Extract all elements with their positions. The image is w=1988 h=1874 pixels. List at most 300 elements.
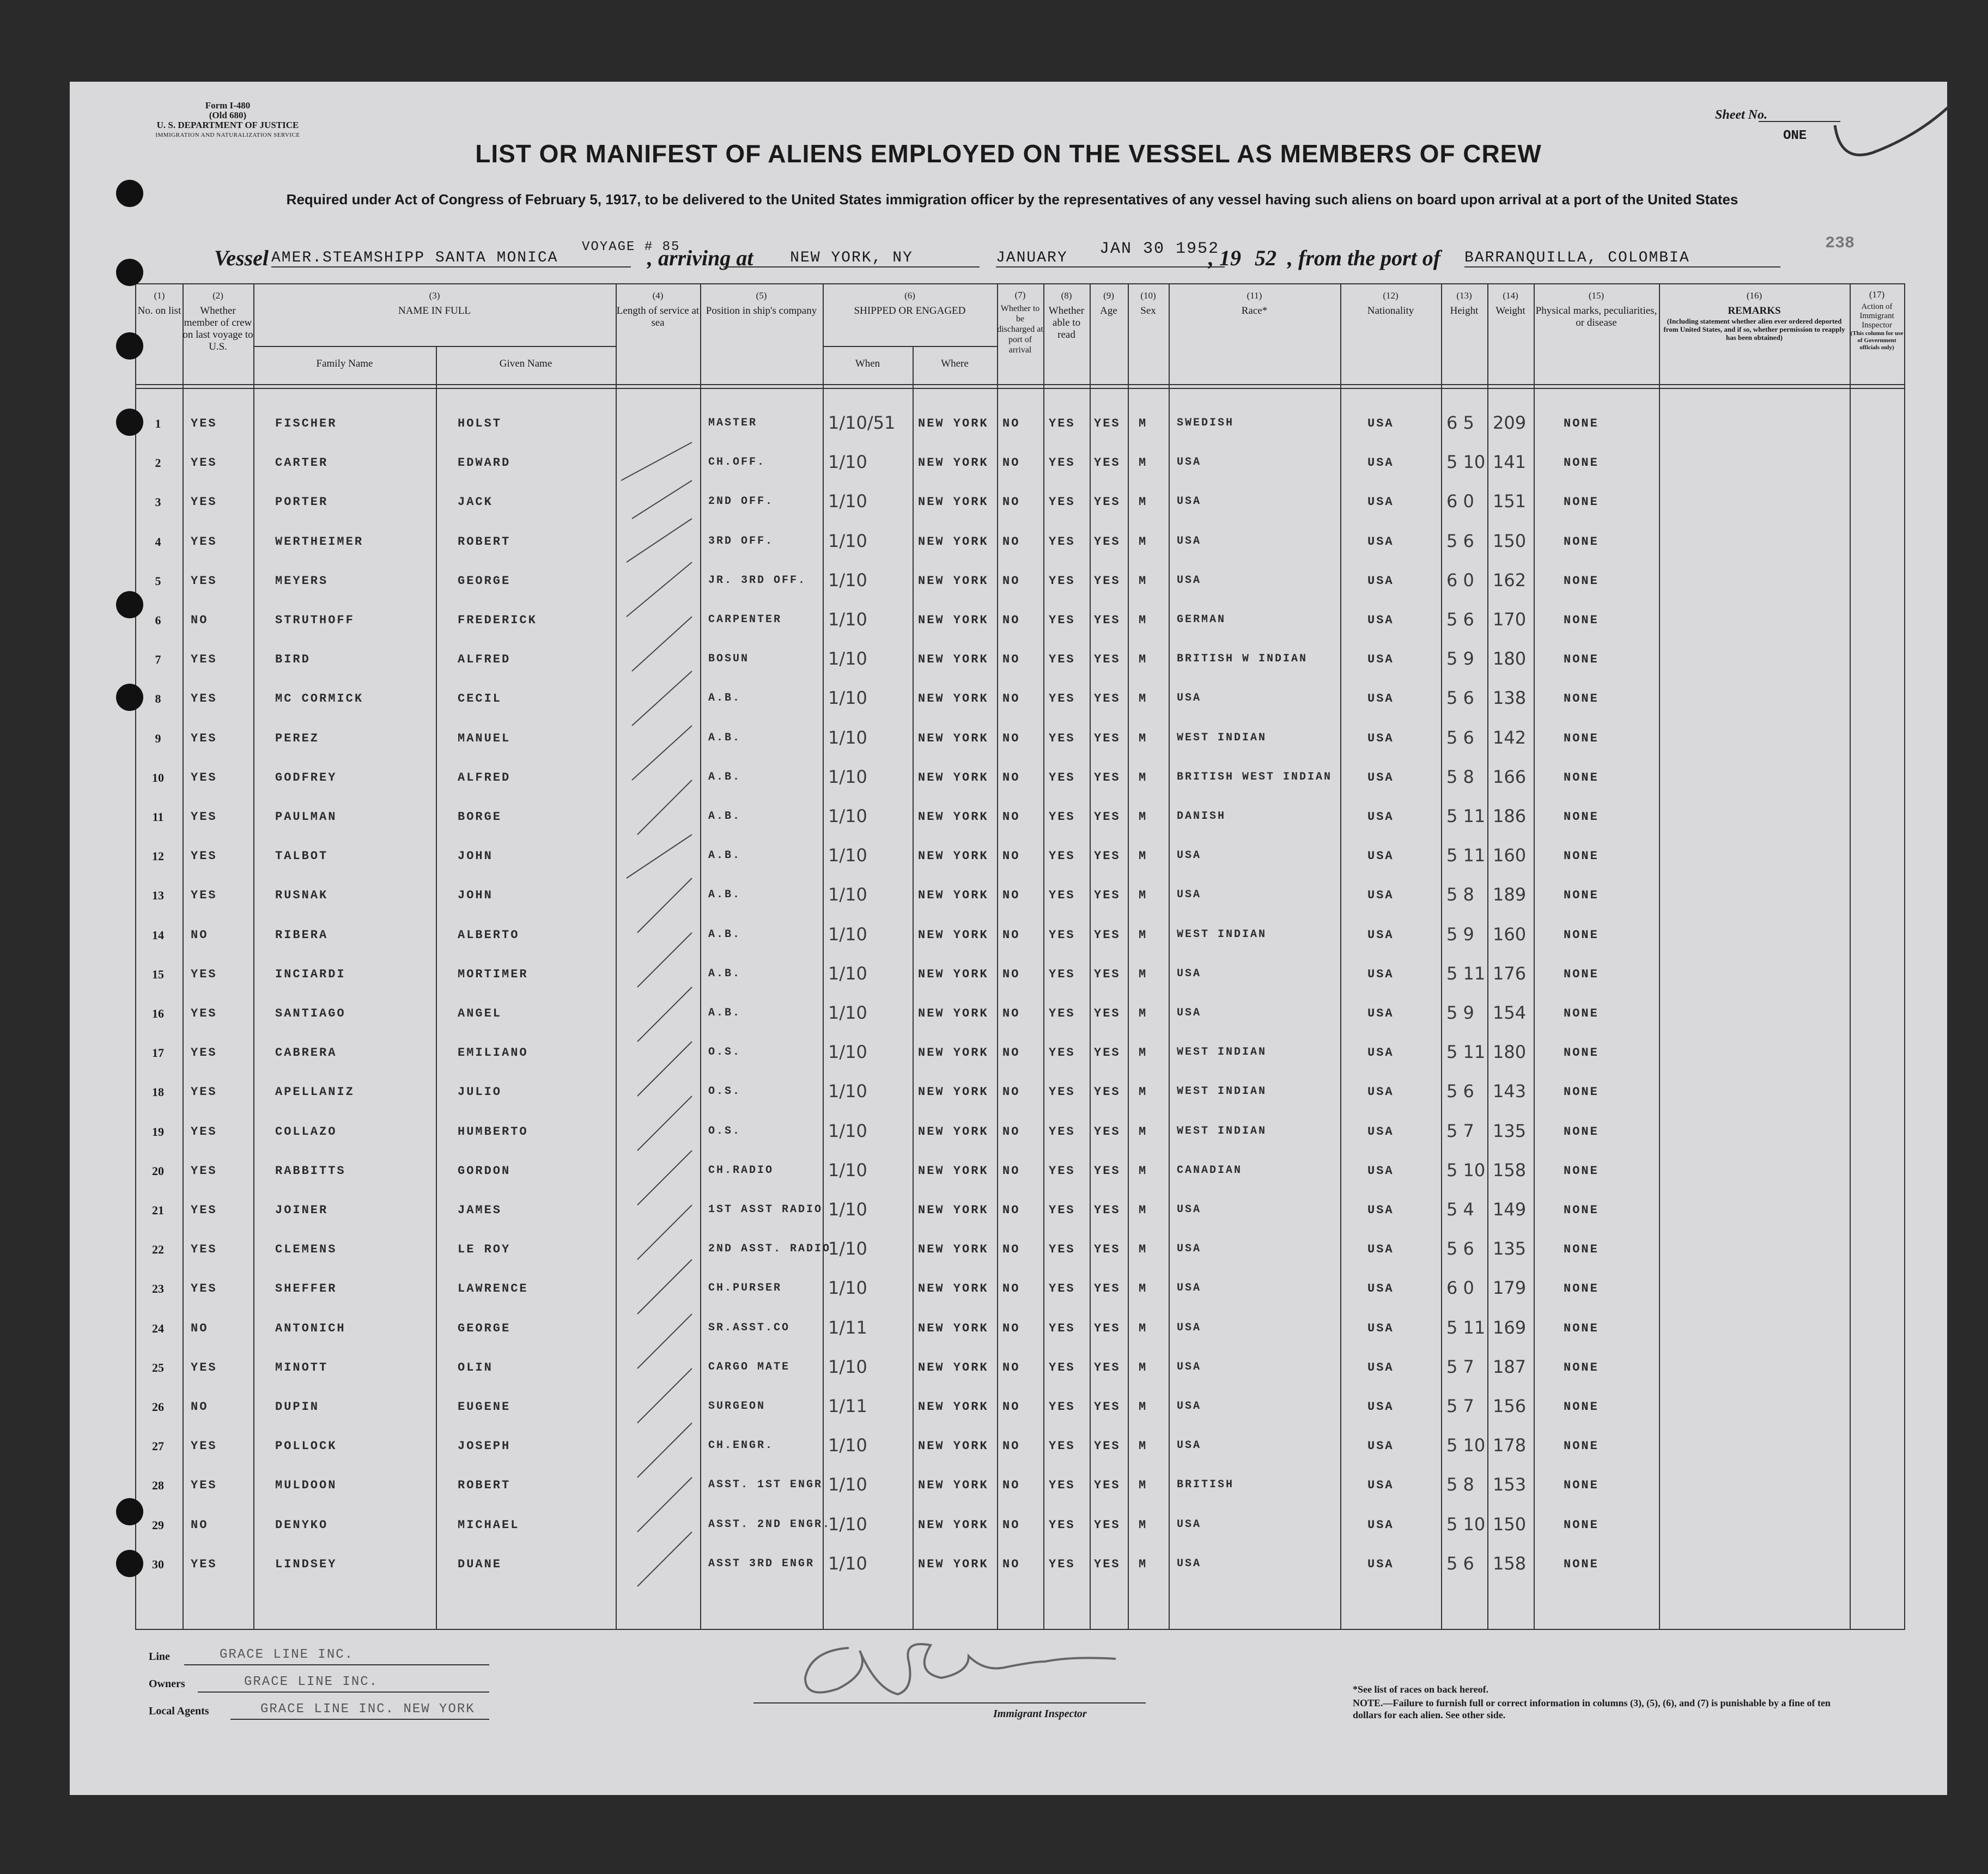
row-number: 9 (155, 731, 161, 745)
position: A.B. (708, 770, 741, 783)
col-7-label: Whether to be discharged at port of arrival (997, 304, 1043, 355)
nationality: USA (1367, 928, 1394, 942)
race: USA (1177, 1439, 1202, 1452)
shipped-where: NEW YORK (918, 417, 989, 430)
sex: M (1139, 731, 1148, 745)
shipped-when: 1/10 (828, 452, 867, 473)
physical-marks: NONE (1564, 1124, 1599, 1139)
race: USA (1177, 1321, 1202, 1334)
prev-voyage: YES (191, 889, 217, 903)
height: 5 6 (1446, 1553, 1474, 1574)
vessel-label: Vessel (214, 246, 269, 270)
position: A.B. (708, 731, 741, 744)
physical-marks: NONE (1564, 1203, 1599, 1217)
nationality: USA (1367, 1282, 1394, 1296)
punch-hole (116, 259, 143, 286)
position: O.S. (708, 1124, 741, 1137)
shipped-when: 1/10 (828, 923, 867, 945)
physical-marks: NONE (1564, 653, 1599, 667)
discharged: NO (1002, 1439, 1020, 1453)
sex: M (1139, 1439, 1148, 1453)
age: YES (1094, 928, 1121, 942)
nationality: USA (1367, 1478, 1394, 1493)
weight: 149 (1493, 1199, 1527, 1220)
position: A.B. (708, 928, 741, 941)
sex: M (1139, 770, 1148, 784)
row-number: 2 (155, 456, 161, 470)
shipped-where: NEW YORK (918, 1360, 989, 1374)
stamp-number: 238 (1825, 234, 1855, 253)
race: USA (1177, 456, 1202, 469)
race: WEST INDIAN (1177, 1046, 1267, 1059)
height: 5 7 (1446, 1396, 1474, 1416)
physical-marks: NONE (1564, 967, 1599, 981)
discharged: NO (1002, 1243, 1020, 1257)
discharged: NO (1002, 574, 1020, 588)
position: 2ND OFF. (708, 495, 774, 508)
weight: 176 (1493, 963, 1527, 984)
family-name: LINDSEY (275, 1557, 337, 1571)
discharged: NO (1002, 731, 1020, 745)
weight: 209 (1493, 412, 1527, 433)
weight: 158 (1493, 1553, 1527, 1574)
shipped-when: 1/11 (828, 1396, 867, 1416)
shipped-when: 1/10 (828, 1159, 867, 1181)
family-name: MULDOON (275, 1478, 337, 1493)
family-name: WERTHEIMER (275, 534, 364, 549)
position: O.S. (708, 1046, 741, 1059)
age: YES (1094, 613, 1121, 627)
shipped-where: NEW YORK (918, 849, 989, 863)
sheet-number: ONE (1783, 129, 1807, 143)
sex: M (1139, 889, 1148, 903)
race: WEST INDIAN (1177, 731, 1267, 744)
discharged: NO (1002, 1164, 1020, 1178)
age: YES (1094, 1243, 1121, 1257)
nationality: USA (1367, 1203, 1394, 1217)
sex: M (1139, 574, 1148, 588)
position: CH.PURSER (708, 1282, 782, 1295)
nationality: USA (1367, 1518, 1394, 1532)
prev-voyage: NO (191, 1518, 209, 1532)
punch-hole (116, 180, 143, 207)
prev-voyage: NO (191, 1321, 209, 1335)
height: 5 9 (1446, 923, 1474, 945)
family-name: DENYKO (275, 1518, 329, 1532)
sex: M (1139, 810, 1148, 824)
shipped-where: NEW YORK (918, 810, 989, 824)
able-to-read: YES (1049, 967, 1075, 981)
height: 6 0 (1446, 1277, 1474, 1299)
row-number: 11 (152, 810, 164, 824)
able-to-read: YES (1049, 849, 1075, 863)
family-name: TALBOT (275, 849, 329, 863)
race: USA (1177, 889, 1202, 902)
shipped-when: 1/10 (828, 806, 867, 826)
prev-voyage: YES (191, 456, 217, 470)
col-8-label: Whether able to read (1048, 305, 1085, 340)
age: YES (1094, 731, 1121, 745)
height: 6 5 (1446, 412, 1474, 433)
row-number: 24 (152, 1321, 164, 1335)
shipped-where: NEW YORK (918, 534, 989, 549)
able-to-read: YES (1049, 1243, 1075, 1257)
nationality: USA (1367, 1046, 1394, 1060)
age: YES (1094, 1164, 1121, 1178)
weight: 150 (1493, 530, 1527, 551)
discharged: NO (1002, 967, 1020, 981)
sex: M (1139, 692, 1148, 706)
discharged: NO (1002, 1321, 1020, 1335)
sex: M (1139, 928, 1148, 942)
family-name: BIRD (275, 653, 311, 667)
row-number: 15 (152, 967, 164, 981)
col-2-num: (2) (212, 290, 223, 301)
given-name: ROBERT (458, 1478, 511, 1493)
age: YES (1094, 889, 1121, 903)
discharged: NO (1002, 928, 1020, 942)
family-name: SHEFFER (275, 1282, 337, 1296)
shipped-where: NEW YORK (918, 770, 989, 784)
weight: 160 (1493, 923, 1527, 945)
able-to-read: YES (1049, 1400, 1075, 1414)
physical-marks: NONE (1564, 1085, 1599, 1099)
weight: 162 (1493, 569, 1527, 591)
weight: 138 (1493, 687, 1527, 709)
height: 5 6 (1446, 727, 1474, 748)
col-6-where: Where (941, 358, 969, 369)
shipped-when: 1/10 (828, 727, 867, 748)
sex: M (1139, 1203, 1148, 1217)
given-name: MANUEL (458, 731, 511, 745)
col-3-label: NAME IN FULL (398, 305, 471, 317)
given-name: GEORGE (458, 1321, 511, 1335)
sex: M (1139, 534, 1148, 549)
race: USA (1177, 692, 1202, 705)
punch-hole (116, 332, 143, 360)
age: YES (1094, 1203, 1121, 1217)
weight: 179 (1493, 1277, 1527, 1299)
discharged: NO (1002, 653, 1020, 667)
physical-marks: NONE (1564, 534, 1599, 549)
weight: 180 (1493, 648, 1527, 670)
family-name: COLLAZO (275, 1124, 337, 1139)
given-name: FREDERICK (458, 613, 537, 627)
row-number: 7 (155, 653, 161, 667)
prev-voyage: YES (191, 849, 217, 863)
shipped-when: 1/10 (828, 687, 867, 709)
nationality: USA (1367, 1243, 1394, 1257)
discharged: NO (1002, 889, 1020, 903)
footer-owners-label: Owners (149, 1678, 185, 1690)
height: 6 0 (1446, 491, 1474, 512)
form-identifier (141, 101, 315, 140)
discharged: NO (1002, 770, 1020, 784)
able-to-read: YES (1049, 692, 1075, 706)
punch-hole (116, 409, 143, 436)
discharged: NO (1002, 692, 1020, 706)
col-3-family: Family Name (316, 358, 373, 369)
able-to-read: YES (1049, 1282, 1075, 1296)
shipped-when: 1/10 (828, 1199, 867, 1220)
age: YES (1094, 1439, 1121, 1453)
weight: 142 (1493, 727, 1527, 748)
position: CH.OFF. (708, 456, 766, 469)
col-6-num: (6) (904, 290, 915, 301)
nationality: USA (1367, 574, 1394, 588)
shipped-where: NEW YORK (918, 1085, 989, 1099)
prev-voyage: NO (191, 613, 209, 627)
position: A.B. (708, 692, 741, 705)
row-number: 18 (152, 1085, 164, 1099)
height: 5 6 (1446, 609, 1474, 630)
able-to-read: YES (1049, 1557, 1075, 1571)
prev-voyage: YES (191, 574, 217, 588)
physical-marks: NONE (1564, 1164, 1599, 1178)
prev-voyage: YES (191, 417, 217, 430)
col-5-num: (5) (756, 290, 767, 301)
shipped-where: NEW YORK (918, 1557, 989, 1571)
nationality: USA (1367, 889, 1394, 903)
given-name: JULIO (458, 1085, 502, 1099)
height: 5 6 (1446, 687, 1474, 709)
race: USA (1177, 574, 1202, 587)
age: YES (1094, 1007, 1121, 1020)
shipped-where: NEW YORK (918, 889, 989, 903)
race: USA (1177, 1203, 1202, 1216)
position: JR. 3RD OFF. (708, 574, 807, 587)
height: 5 11 (1446, 845, 1486, 866)
footer-agents-value: GRACE LINE INC. NEW YORK (260, 1702, 475, 1717)
given-name: JOHN (458, 849, 493, 863)
prev-voyage: YES (191, 653, 217, 667)
col-12-num: (12) (1383, 290, 1399, 301)
prev-voyage: YES (191, 1439, 217, 1453)
able-to-read: YES (1049, 1007, 1075, 1020)
weight: 169 (1493, 1317, 1527, 1338)
shipped-when: 1/10 (828, 1513, 867, 1535)
physical-marks: NONE (1564, 1243, 1599, 1257)
nationality: USA (1367, 495, 1394, 509)
year-prefix: , 19 (1208, 246, 1241, 270)
weight: 178 (1493, 1435, 1527, 1456)
nationality: USA (1367, 731, 1394, 745)
physical-marks: NONE (1564, 1360, 1599, 1374)
sex: M (1139, 1007, 1148, 1020)
prev-voyage: YES (191, 967, 217, 981)
shipped-where: NEW YORK (918, 731, 989, 745)
discharged: NO (1002, 1478, 1020, 1493)
shipped-when: 1/10 (828, 1238, 867, 1260)
row-number: 27 (152, 1439, 164, 1453)
position: CH.RADIO (708, 1164, 774, 1177)
col-16-num: (16) (1746, 290, 1762, 301)
manifest-page (70, 82, 1947, 1795)
footer-agents-label: Local Agents (149, 1705, 209, 1717)
able-to-read: YES (1049, 1046, 1075, 1060)
family-name: INCIARDI (275, 967, 346, 981)
height: 5 11 (1446, 1042, 1486, 1063)
prev-voyage: YES (191, 1085, 217, 1099)
age: YES (1094, 849, 1121, 863)
weight: 189 (1493, 884, 1527, 905)
physical-marks: NONE (1564, 1439, 1599, 1453)
race: USA (1177, 1007, 1202, 1019)
given-name: EUGENE (458, 1400, 511, 1414)
discharged: NO (1002, 417, 1020, 430)
race: USA (1177, 1360, 1202, 1373)
height: 5 8 (1446, 884, 1474, 905)
position: SR.ASST.CO (708, 1321, 791, 1334)
given-name: ANGEL (458, 1007, 502, 1020)
prev-voyage: YES (191, 1007, 217, 1020)
footer-races-note: *See list of races on back hereof. (1353, 1684, 1489, 1695)
shipped-where: NEW YORK (918, 1282, 989, 1296)
nationality: USA (1367, 1557, 1394, 1571)
prev-voyage: YES (191, 731, 217, 745)
shipped-when: 1/10 (828, 884, 867, 905)
position: 1ST ASST RADIO (708, 1203, 823, 1216)
discharged: NO (1002, 1400, 1020, 1414)
weight: 166 (1493, 766, 1527, 787)
weight: 150 (1493, 1513, 1527, 1535)
col-12-label: Nationality (1367, 305, 1414, 317)
height: 5 11 (1446, 1317, 1486, 1338)
sex: M (1139, 1124, 1148, 1139)
from-label: , from the port of (1287, 246, 1441, 270)
age: YES (1094, 967, 1121, 981)
family-name: RABBITTS (275, 1164, 346, 1178)
shipped-when: 1/10 (828, 1474, 867, 1495)
height: 5 6 (1446, 1081, 1474, 1102)
row-number: 14 (152, 928, 164, 942)
physical-marks: NONE (1564, 613, 1599, 627)
given-name: LAWRENCE (458, 1282, 528, 1296)
shipped-where: NEW YORK (918, 574, 989, 588)
sheet-line (1759, 121, 1840, 122)
height: 5 6 (1446, 1238, 1474, 1260)
height: 5 9 (1446, 648, 1474, 670)
age: YES (1094, 1085, 1121, 1099)
age: YES (1094, 534, 1121, 549)
sex: M (1139, 417, 1148, 430)
height: 5 7 (1446, 1120, 1474, 1141)
sex: M (1139, 1282, 1148, 1296)
physical-marks: NONE (1564, 1518, 1599, 1532)
sex: M (1139, 849, 1148, 863)
punch-hole (116, 591, 143, 618)
departure-port: BARRANQUILLA, COLOMBIA (1464, 250, 1780, 267)
col-9-num: (9) (1103, 290, 1114, 301)
given-name: ALFRED (458, 770, 511, 784)
voyage-number: VOYAGE # 85 (582, 240, 680, 254)
punch-hole (116, 1550, 143, 1577)
shipped-when: 1/10 (828, 845, 867, 866)
sex: M (1139, 1360, 1148, 1374)
age: YES (1094, 1518, 1121, 1532)
physical-marks: NONE (1564, 1282, 1599, 1296)
family-name: POLLOCK (275, 1439, 337, 1453)
physical-marks: NONE (1564, 574, 1599, 588)
race: USA (1177, 849, 1202, 862)
position: CH.ENGR. (708, 1439, 774, 1452)
race: USA (1177, 495, 1202, 508)
family-name: PAULMAN (275, 810, 337, 824)
shipped-when: 1/10 (828, 491, 867, 512)
position: CARPENTER (708, 613, 782, 626)
physical-marks: NONE (1564, 1046, 1599, 1060)
col-16-label: REMARKS (1728, 305, 1781, 317)
discharged: NO (1002, 613, 1020, 627)
race: USA (1177, 1400, 1202, 1413)
row-number: 6 (155, 613, 161, 627)
height: 5 10 (1446, 452, 1486, 473)
age: YES (1094, 1360, 1121, 1374)
sex: M (1139, 495, 1148, 509)
page-title: LIST OR MANIFEST OF ALIENS EMPLOYED ON THE VESSEL AS MEMBERS OF CREW (475, 139, 1542, 168)
sex: M (1139, 613, 1148, 627)
shipped-where: NEW YORK (918, 1478, 989, 1493)
family-name: CLEMENS (275, 1243, 337, 1257)
shipped-where: NEW YORK (918, 967, 989, 981)
height: 5 8 (1446, 1474, 1474, 1495)
prev-voyage: YES (191, 1557, 217, 1571)
height: 5 10 (1446, 1513, 1486, 1535)
weight: 170 (1493, 609, 1527, 630)
row-number: 23 (152, 1282, 164, 1296)
able-to-read: YES (1049, 1164, 1075, 1178)
shipped-where: NEW YORK (918, 495, 989, 509)
row-number: 3 (155, 495, 161, 509)
row-number: 12 (152, 849, 164, 863)
nationality: USA (1367, 849, 1394, 863)
sex: M (1139, 1321, 1148, 1335)
col-10-label: Sex (1140, 305, 1156, 317)
sex: M (1139, 1400, 1148, 1414)
col-14-label: Weight (1495, 305, 1525, 317)
footer-inspector-label: Immigrant Inspector (993, 1708, 1087, 1720)
discharged: NO (1002, 495, 1020, 509)
able-to-read: YES (1049, 770, 1075, 784)
nationality: USA (1367, 613, 1394, 627)
punch-hole (116, 1498, 143, 1525)
department: U. S. DEPARTMENT OF JUSTICE (156, 120, 299, 130)
weight: 158 (1493, 1159, 1527, 1181)
shipped-when: 1/10 (828, 963, 867, 984)
vessel-name: AMER.STEAMSHIPP SANTA MONICA (271, 250, 631, 267)
race: WEST INDIAN (1177, 1085, 1267, 1098)
page-subtitle: Required under Act of Congress of February 5, 1917, to be delivered to the United States immigration officer by the representatives of any vessel having such aliens on board upon arrival at a port of the United States (286, 191, 1738, 208)
weight: 135 (1493, 1120, 1527, 1141)
discharged: NO (1002, 810, 1020, 824)
position: 3RD OFF. (708, 534, 774, 547)
age: YES (1094, 1124, 1121, 1139)
shipped-when: 1/10 (828, 1356, 867, 1377)
weight: 135 (1493, 1238, 1527, 1260)
position: ASST. 1ST ENGR (708, 1478, 823, 1492)
given-name: OLIN (458, 1360, 493, 1374)
age: YES (1094, 770, 1121, 784)
physical-marks: NONE (1564, 849, 1599, 863)
col-17-label: Action of Immigrant Inspector (1859, 302, 1894, 330)
given-name: ALFRED (458, 653, 511, 667)
row-number: 28 (152, 1478, 164, 1493)
prev-voyage: YES (191, 1203, 217, 1217)
age: YES (1094, 456, 1121, 470)
prev-voyage: YES (191, 1046, 217, 1060)
sex: M (1139, 1557, 1148, 1571)
height: 5 11 (1446, 963, 1486, 984)
